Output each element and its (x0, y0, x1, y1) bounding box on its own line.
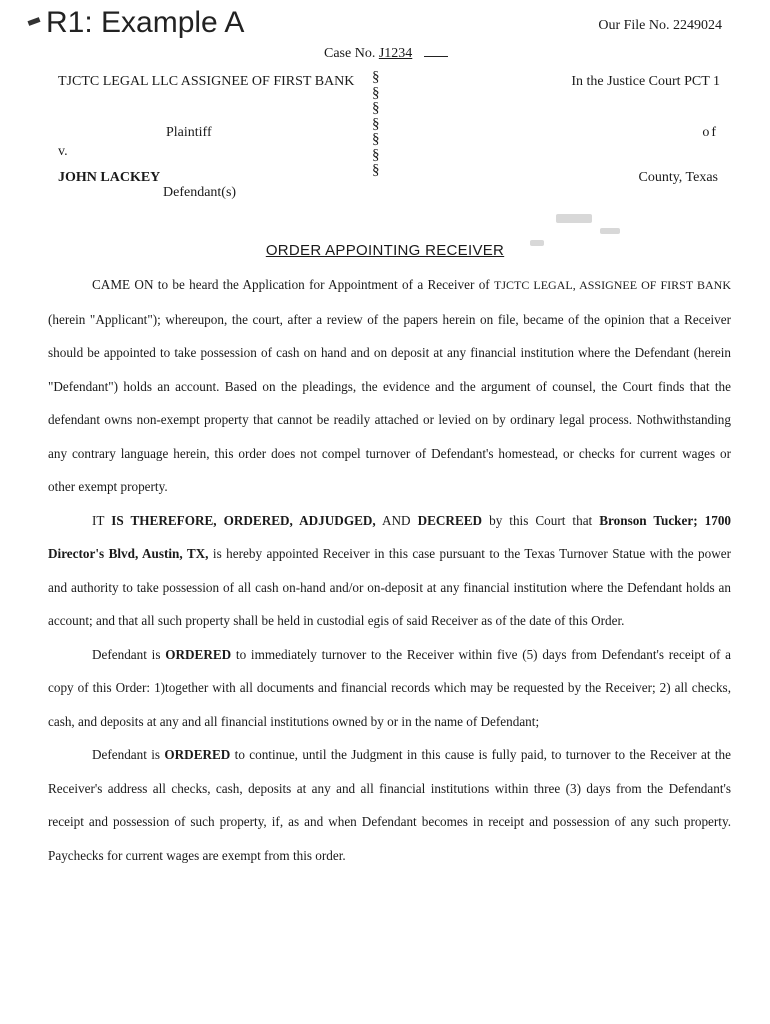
plaintiff-name: TJCTC LEGAL LLC ASSIGNEE OF FIRST BANK (58, 74, 355, 89)
defendant-label: Defendant(s) (163, 185, 237, 200)
example-label: R1: Example A (28, 6, 244, 40)
defendant-name: JOHN LACKEY (58, 170, 161, 185)
paragraph-turnover: Defendant is ORDERED to immediately turnover to the Receiver within five (5) days from Defendant's receipt of a copy of this Order: 1)together with all documents and financial records which may be requested by the Receiver; 2) all checks, cash, and deposits at any and all financial institutions owned by or in the name of Defendant; (48, 646, 732, 729)
paragraph-continue: Defendant is ORDERED to continue, until the Judgment in this cause is fully paid, to turnover to the Receiver at the Receiver's address all checks, cash, deposits at any and all financial institutions within three (3) days from the Defendant's receipt and possession of such property, if, as and when Defendant becomes in receipt and possession of any such property. Paychecks for current wages are exempt from this order. (48, 747, 732, 863)
scan-smudge (556, 214, 592, 223)
receiver-name: Bronson Tucker; 1700 Director's Blvd, Austin, TX, (48, 512, 732, 561)
court-name: In the Justice Court PCT 1 (571, 74, 720, 89)
of-text: of (702, 125, 718, 140)
scan-smudge (600, 228, 620, 234)
case-number-blank (424, 44, 448, 57)
paragraph-appointment: IT IS THEREFORE, ORDERED, ADJUDGED, AND DECREED by this Court that Bronson Tucker; 1700 Director's Blvd, Austin, TX, is hereby appointed Receiver in this case pursuant to the Texas Turnover Statue with the power and authority to take possession of all cash on-hand and/or on-deposit at any financial institution where the Defendant holds an account; and that all such property shall be held in custodial egis of said Receiver as of the date of this Order. (48, 512, 732, 628)
tag-mark-icon (28, 17, 41, 26)
applicant-name: TJCTC LEGAL, ASSIGNEE OF FIRST BANK (494, 278, 731, 292)
scan-smudge (530, 240, 544, 246)
versus: v. (58, 144, 68, 159)
file-number: Our File No. 2249024 (598, 18, 722, 33)
county-text: County, Texas (638, 170, 718, 185)
order-body (48, 268, 731, 872)
case-number-label: Case No. (324, 46, 376, 61)
case-number (324, 44, 448, 62)
section-marks: § § § § § § § (372, 69, 380, 178)
paragraph-application: CAME ON to be heard the Application for Appointment of a Receiver of TJCTC LEGAL, ASSIGNEE OF FIRST BANK (herein "Applicant"); whereupon, the court, after a review of the papers herein on file, became of the opinion that a Receiver should be appointed to take possession of cash on hand and on deposit at any financial institution where the Defendant (herein "Defendant") holds an account. Based on the pleadings, the evidence and the argument of counsel, the Court finds that the defendant owns non-exempt property that cannot be readily attached or levied on by ordinary legal process. Nothwithstanding any contrary language herein, this order does not compel turnover of Defendant's homestead, or checks for current wages or other exempt property. (48, 277, 731, 494)
plaintiff-label: Plaintiff (166, 125, 212, 140)
document-title: ORDER APPOINTING RECEIVER (265, 242, 505, 259)
case-number-value: J1234 (378, 46, 413, 61)
